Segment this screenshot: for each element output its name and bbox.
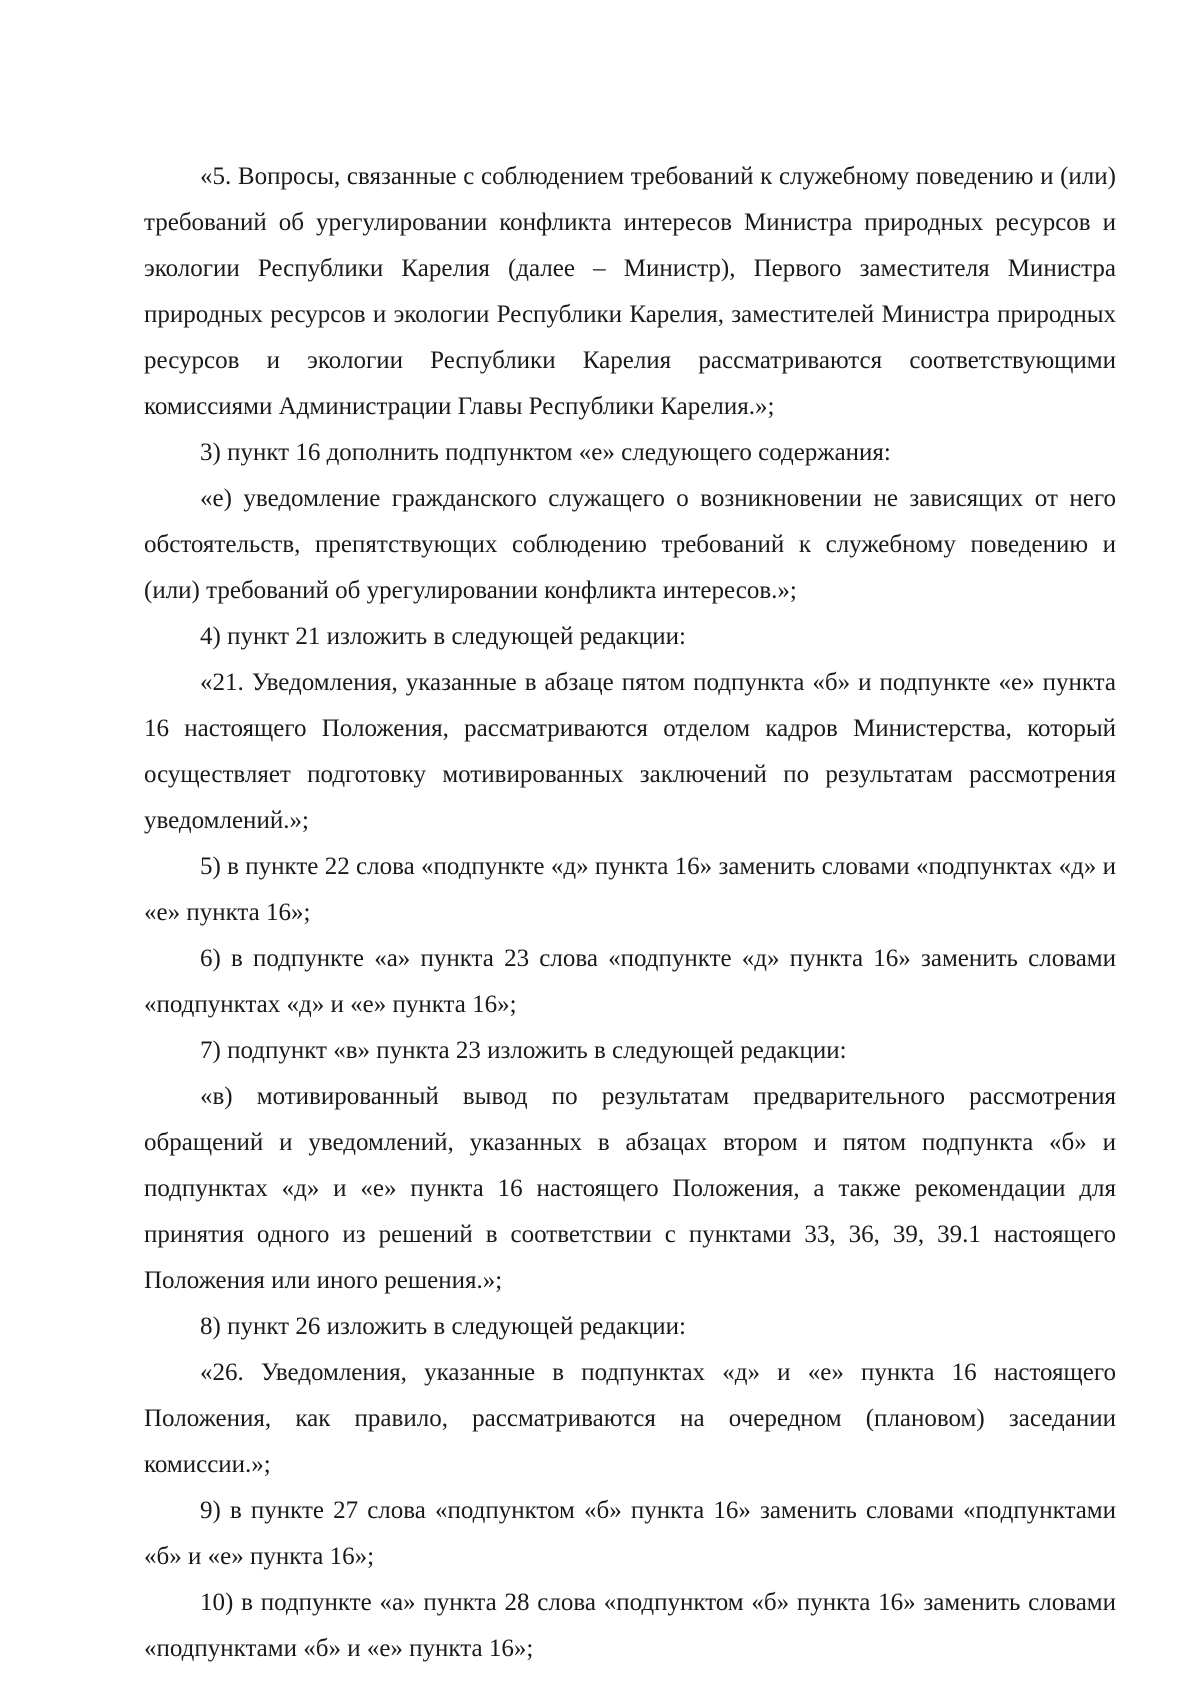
paragraph-point-9: 9) в пункте 27 слова «подпунктом «б» пункта 16» заменить словами «подпунктами «б» и «е» пункта 16»; [144, 1497, 1116, 1570]
paragraph-point-3: 3) пункт 16 дополнить подпунктом «е» следующего содержания: [200, 439, 891, 466]
paragraph-item-5: «5. Вопросы, связанные с соблюдением требований к служебному поведению и (или) требований об урегулировании конфликта интересов Министра природных ресурсов и экологии Республики Карелия (далее – Министр), Первого заместителя Министра природных ресурсов и экологии Республики Карелия, заместителей Министра природных ресурсов и экологии Республики Карелия рассматриваются соответствующими комиссиями Администрации Главы Республики Карелия.»; [144, 163, 1116, 420]
paragraph-item-21: «21. Уведомления, указанные в абзаце пятом подпункта «б» и подпункте «е» пункта 16 настоящего Положения, рассматриваются отделом кадров Министерства, который осуществляет подготовку мотивированных заключений по результатам рассмотрения уведомлений.»; [144, 669, 1116, 834]
paragraph-point-8: 8) пункт 26 изложить в следующей редакции: [200, 1313, 686, 1340]
paragraph-subpoint-v: «в) мотивированный вывод по результатам предварительного рассмотрения обращений и уведомлений, указанных в абзацах втором и пятом подпункта «б» и подпунктах «д» и «е» пункта 16 настоящего Положения, а также рекомендации для принятия одного из решений в соответствии с пунктами 33, 36, 39, 39.1 настоящего Положения или иного решения.»; [144, 1083, 1116, 1294]
paragraph-item-26: «26. Уведомления, указанные в подпунктах «д» и «е» пункта 16 настоящего Положения, как правило, рассматриваются на очередном (плановом) заседании комиссии.»; [144, 1359, 1116, 1478]
paragraph-point-4: 4) пункт 21 изложить в следующей редакции: [200, 623, 686, 650]
paragraph-point-6: 6) в подпункте «а» пункта 23 слова «подпункте «д» пункта 16» заменить словами «подпунктах «д» и «е» пункта 16»; [144, 945, 1116, 1018]
paragraph-point-7: 7) подпункт «в» пункта 23 изложить в следующей редакции: [200, 1037, 847, 1064]
paragraph-point-5: 5) в пункте 22 слова «подпункте «д» пункта 16» заменить словами «подпунктах «д» и «е» пункта 16»; [144, 853, 1116, 926]
paragraph-point-10: 10) в подпункте «а» пункта 28 слова «подпунктом «б» пункта 16» заменить словами «подпунктами «б» и «е» пункта 16»; [144, 1589, 1116, 1662]
paragraph-subpoint-e: «е) уведомление гражданского служащего о возникновении не зависящих от него обстоятельств, препятствующих соблюдению требований к служебному поведению и (или) требований об урегулировании конфликта интересов.»; [144, 485, 1116, 604]
